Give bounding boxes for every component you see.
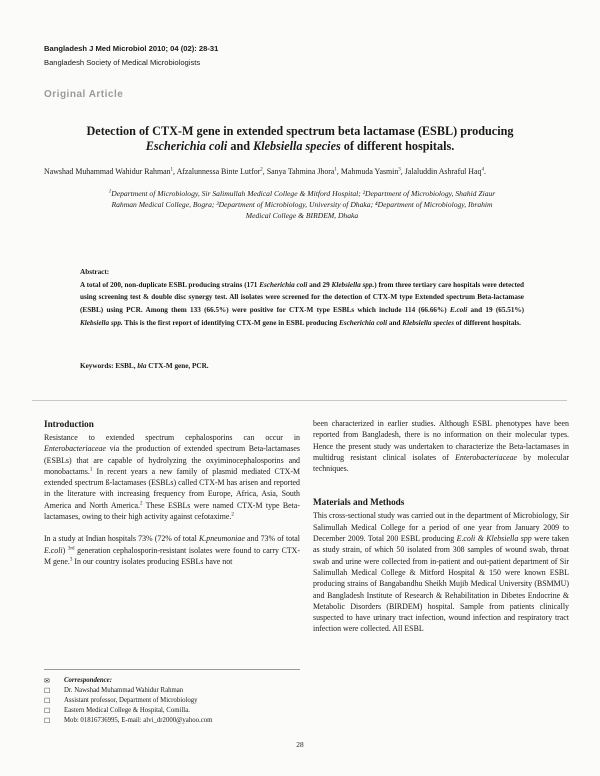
journal-citation: Bangladesh J Med Microbiol 2010; 04 (02): 28-31: [44, 44, 219, 53]
envelope-icon: ✉: [44, 677, 50, 685]
affiliation-line: $^1$Department of Microbiology, Sir Salimullah Medical College & Mitford Hospital; ²Department of Microbiology, Shahid Ziaur: [108, 189, 496, 198]
correspondent-name: Dr. Nawshad Muhammad Wahidur Rahman: [64, 687, 184, 695]
author: Mahmuda Yasmin: [340, 167, 399, 176]
checkbox-icon: ☐: [44, 687, 51, 696]
society-name: Bangladesh Society of Medical Microbiologists: [44, 58, 201, 67]
paragraph: Resistance to extended spectrum cephalosporins can occur in Enterobacteriaceae via the production of extended spectrum Beta-lactamases (ESBLs) that are capable of hydrolyzing the oxyiminocephalosporins and monobactams.$^1$ In recent years a new family of plasmid mediated CTX-M extended spectrum ß-lactamases (ESBLs) called CTX-M has arisen and reported in the literature with increasing frequency from Europe, Africa, Asia, South America and North America.$^2$ These ESBLs were named CTX-M type Beta-lactamases, owing to their high activity against cefotaxime.$^2$: [44, 433, 300, 522]
author-list: Nawshad Muhammad Wahidur Rahman$^1$, Afzalunnessa Binte Lutfor$^2$, Sanya Tahmina Jhora$^1$, Mahmuda Yasmin$^3$, Jalaluddin Ashraful Haq$^4$.: [44, 167, 486, 176]
checkbox-icon: ☐: [44, 717, 51, 726]
title-organism-ecoli: Escherichia coli: [145, 139, 228, 153]
correspondent-institution: Eastern Medical College & Hospital, Comilla.: [64, 707, 190, 715]
checkbox-icon: ☐: [44, 707, 51, 716]
correspondence-footnote: [44, 676, 300, 726]
title-line-2: [40, 139, 560, 154]
left-column: [44, 418, 300, 567]
abstract: [80, 266, 524, 330]
author: Sanya Tahmina Jhora: [266, 167, 335, 176]
author: Nawshad Muhammad Wahidur Rahman: [44, 167, 171, 176]
title-tail: of different hospitals.: [343, 139, 455, 153]
article-type: Original Article: [44, 89, 124, 100]
author: Afzalunnessa Binte Lutfor: [176, 167, 261, 176]
section-heading-methods: Materials and Methods: [313, 497, 405, 508]
affiliations: [52, 188, 552, 221]
title-line-1: Detection of CTX-M gene in extended spectrum beta lactamase (ESBL) producing: [86, 124, 514, 138]
affiliation-line: Rahman Medical College, Bogra; ³Department of Microbiology, University of Dhaka; ⁴Department of Microbiology, Ibrahim: [111, 200, 493, 209]
abstract-label: Abstract:: [80, 268, 110, 276]
affiliation-line: Medical College & BIRDEM, Dhaka: [245, 211, 359, 220]
correspondent-position: Assistant professor, Department of Microbiology: [64, 697, 198, 705]
title-and: and: [230, 139, 251, 153]
footnote-divider: [44, 669, 300, 670]
author: Jalaluddin Ashraful Haq: [404, 167, 482, 176]
article-title: [40, 124, 560, 154]
abstract-text: A total of 200, non-duplicate ESBL producing strains (171 Escherichia coli and 29 Klebsiella spp.) from three tertiary care hospitals were detected using screening test & double disc synergy test. All isolates were screened for the detection of CTX-M type Extended spectrum Beta-lactamase (ESBL) using PCR. Among them 133 (66.5%) were positive for CTX-M type ESBLs which include 114 (66.66%) E.coli and 19 (65.51%) Klebsiella spp. This is the first report of identifying CTX-M gene in ESBL producing Escherichia coli and Klebsiella species of different hospitals.: [80, 280, 525, 327]
keywords: Keywords: ESBL, bla CTX-M gene, PCR.: [80, 362, 209, 370]
divider: [32, 400, 567, 401]
paragraph: This cross-sectional study was carried out in the department of Microbiology, Sir Salimullah Medical College for a period of one year from January 2009 to December 2009. Total 200 ESBL producing E.coli & Klebsiella spp were taken as study strain, of which 50 isolated from 308 samples of wound swab, throat swab and urine were collected from in-patient and out-patient department of Sir Salimullah Medical College & Mitford Hospital & 150 were known ESBL producing strains of Bangabandhu Sheikh Mujib Medical University (BSMMU) and Bangladesh Institute of Research & Rehabilitation in Dibetes Endocrine & Metabolic Disorders (BIRDEM) hospital. Sample from patients clinically suspected to have urinary tract infection, wound infection and respiratory tract infection were collected. All ESBL: [313, 511, 570, 634]
checkbox-icon: ☐: [44, 697, 51, 706]
paragraph: been characterized in earlier studies. Although ESBL phenotypes have been reported from Bangladesh, there is no information on their molecular types. Hence the present study was undertaken to characterize the Beta-lactamases in multidrug resistant clinical isolates of Enterobacteriaceae by molecular techniques.: [313, 419, 569, 474]
page-number: 28: [296, 740, 304, 749]
right-column: [313, 418, 569, 635]
paragraph: In a study at Indian hospitals 73% (72% of total K.pneumoniae and 73% of total E.coli) $^{3rd}$ generation cephalosporin-resistant isolates were found to carry CTX-M gene.$^3$ In our country isolates producing ESBLs have not: [44, 534, 300, 566]
correspondent-contact: Mob: 01816736995, E-mail: alvi_dr2000@yahoo.com: [64, 717, 213, 725]
correspondence-label: Correspondence:: [64, 677, 112, 684]
title-organism-klebsiella: Klebsiella species: [253, 139, 341, 153]
section-heading-introduction: Introduction: [44, 419, 94, 429]
